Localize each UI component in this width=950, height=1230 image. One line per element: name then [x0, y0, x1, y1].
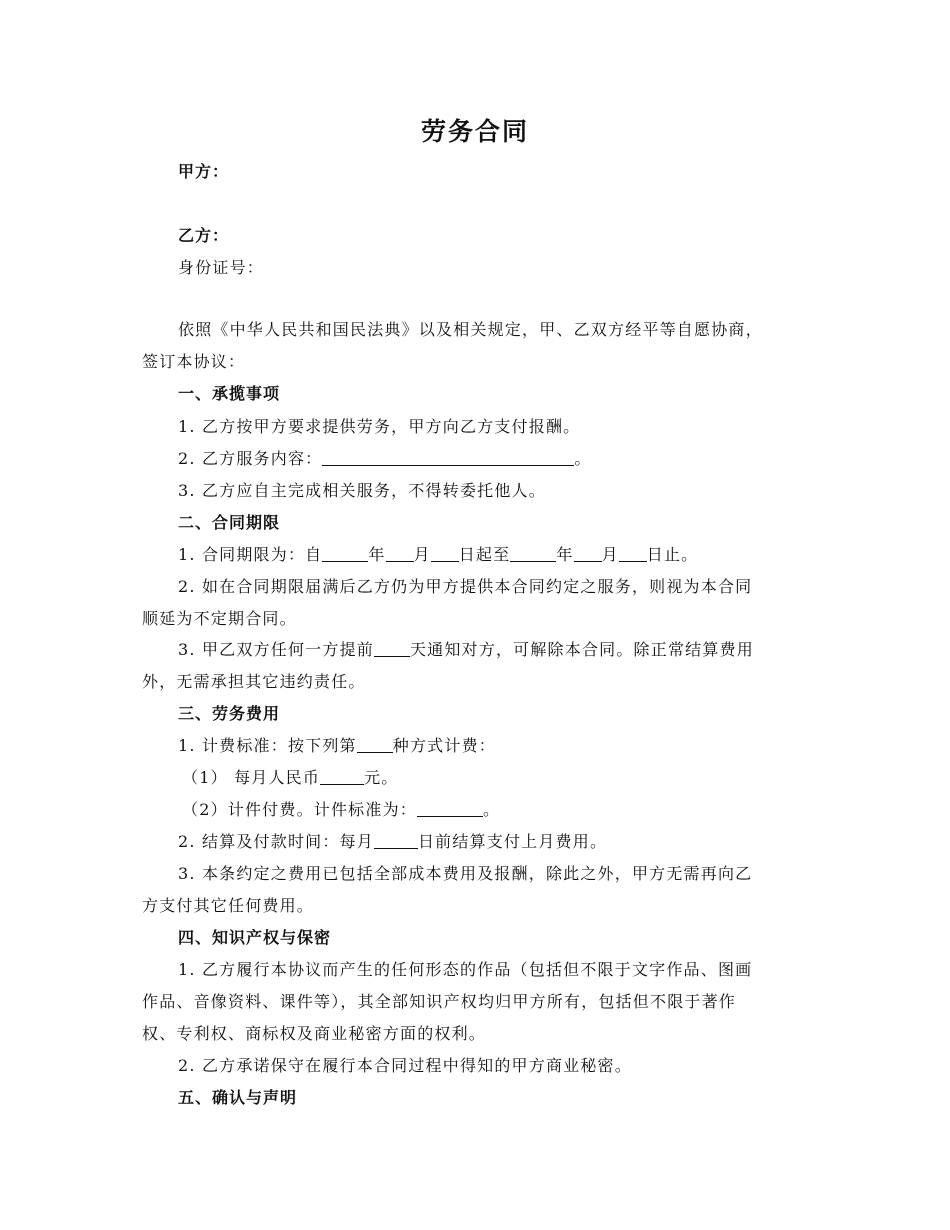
section-4-clause-1-line-1: 1. 乙方履行本协议而产生的任何形态的作品（包括但不限于文字作品、图画	[178, 960, 753, 979]
end-month-blank[interactable]	[574, 546, 602, 562]
section-1-clause-2	[178, 449, 812, 469]
clause-text: 天通知对方，可解除本合同。除正常结算费用	[409, 640, 754, 659]
clause-text: 月	[413, 545, 431, 564]
section-4-clause-1-line-3: 权、专利权、商标权及商业秘密方面的权利。	[142, 1024, 487, 1043]
notice-days-blank[interactable]	[374, 641, 410, 657]
start-year-blank[interactable]	[322, 546, 368, 562]
clause-text: 日前结算支付上月费用。	[417, 832, 608, 851]
clause-text: （1） 每月人民币	[182, 768, 321, 787]
billing-method-blank[interactable]	[357, 737, 393, 753]
clause-text: 年	[368, 545, 386, 564]
clause-text: 日起至	[458, 545, 511, 564]
clause-text: 年	[556, 545, 574, 564]
clause-text: 。	[574, 449, 592, 468]
page-title: 劳务合同	[420, 117, 529, 146]
clause-text: 1. 合同期限为：自	[178, 545, 323, 564]
clause-text: 2. 乙方服务内容：	[178, 449, 323, 468]
section-3-heading: 三、劳务费用	[178, 704, 281, 723]
clause-text: （2）计件付费。计件标准为：	[182, 800, 417, 819]
clause-text: 种方式计费：	[392, 736, 496, 755]
clause-text: 。	[482, 800, 501, 819]
id-number-label: 身份证号：	[178, 258, 265, 277]
service-content-blank[interactable]	[322, 450, 574, 466]
section-2-heading: 二、合同期限	[178, 513, 281, 532]
monthly-amount-blank[interactable]	[320, 769, 364, 785]
clause-text: 月	[601, 545, 619, 564]
section-2-clause-2-line-2: 顺延为不定期合同。	[142, 609, 297, 628]
section-5-heading: 五、确认与声明	[178, 1088, 298, 1107]
section-2-clause-2-line-1: 2. 如在合同期限届满后乙方仍为甲方提供本合同约定之服务，则视为本合同	[178, 577, 753, 596]
section-3-option-2	[182, 800, 852, 820]
intro-line-1: 依照《中华人民共和国民法典》以及相关规定，甲、乙双方经平等自愿协商，	[178, 320, 763, 339]
section-2-clause-3	[178, 640, 812, 660]
clause-text: 日止。	[646, 545, 699, 564]
section-1-clause-1: 1. 乙方按甲方要求提供劳务，甲方向乙方支付报酬。	[178, 417, 581, 436]
section-2-clause-3-line-2: 外，无需承担其它违约责任。	[142, 672, 366, 691]
clause-text: 2. 结算及付款时间：每月	[178, 832, 374, 851]
section-3-clause-3-line-2: 方支付其它任何费用。	[142, 896, 315, 915]
end-day-blank[interactable]	[619, 546, 647, 562]
end-year-blank[interactable]	[510, 546, 556, 562]
party-b-label: 乙方：	[178, 226, 230, 245]
section-4-clause-1-line-2: 作品、音像资料、课件等），其全部知识产权均归甲方所有，包括但不限于著作	[142, 992, 737, 1011]
clause-text: 3. 甲乙双方任何一方提前	[178, 640, 374, 659]
section-3-clause-3-line-1: 3. 本条约定之费用已包括全部成本费用及报酬，除此之外，甲方无需再向乙	[178, 864, 753, 883]
section-3-clause-1	[178, 736, 812, 756]
section-4-heading: 四、知识产权与保密	[178, 928, 332, 947]
section-4-clause-2: 2. 乙方承诺保守在履行本合同过程中得知的甲方商业秘密。	[178, 1056, 632, 1075]
start-day-blank[interactable]	[431, 546, 459, 562]
section-2-clause-1	[178, 545, 812, 565]
intro-line-2: 签订本协议：	[142, 352, 246, 371]
clause-text: 元。	[364, 768, 399, 787]
section-3-option-1	[182, 768, 852, 788]
party-a-label: 甲方：	[178, 162, 230, 181]
settlement-day-blank[interactable]	[374, 833, 418, 849]
piece-rate-blank[interactable]	[417, 801, 483, 817]
section-1-clause-3: 3. 乙方应自主完成相关服务，不得转委托他人。	[178, 481, 546, 500]
start-month-blank[interactable]	[386, 546, 414, 562]
clause-text: 1. 计费标准：按下列第	[178, 736, 357, 755]
section-1-heading: 一、承揽事项	[178, 384, 281, 403]
section-3-clause-2	[178, 832, 812, 852]
